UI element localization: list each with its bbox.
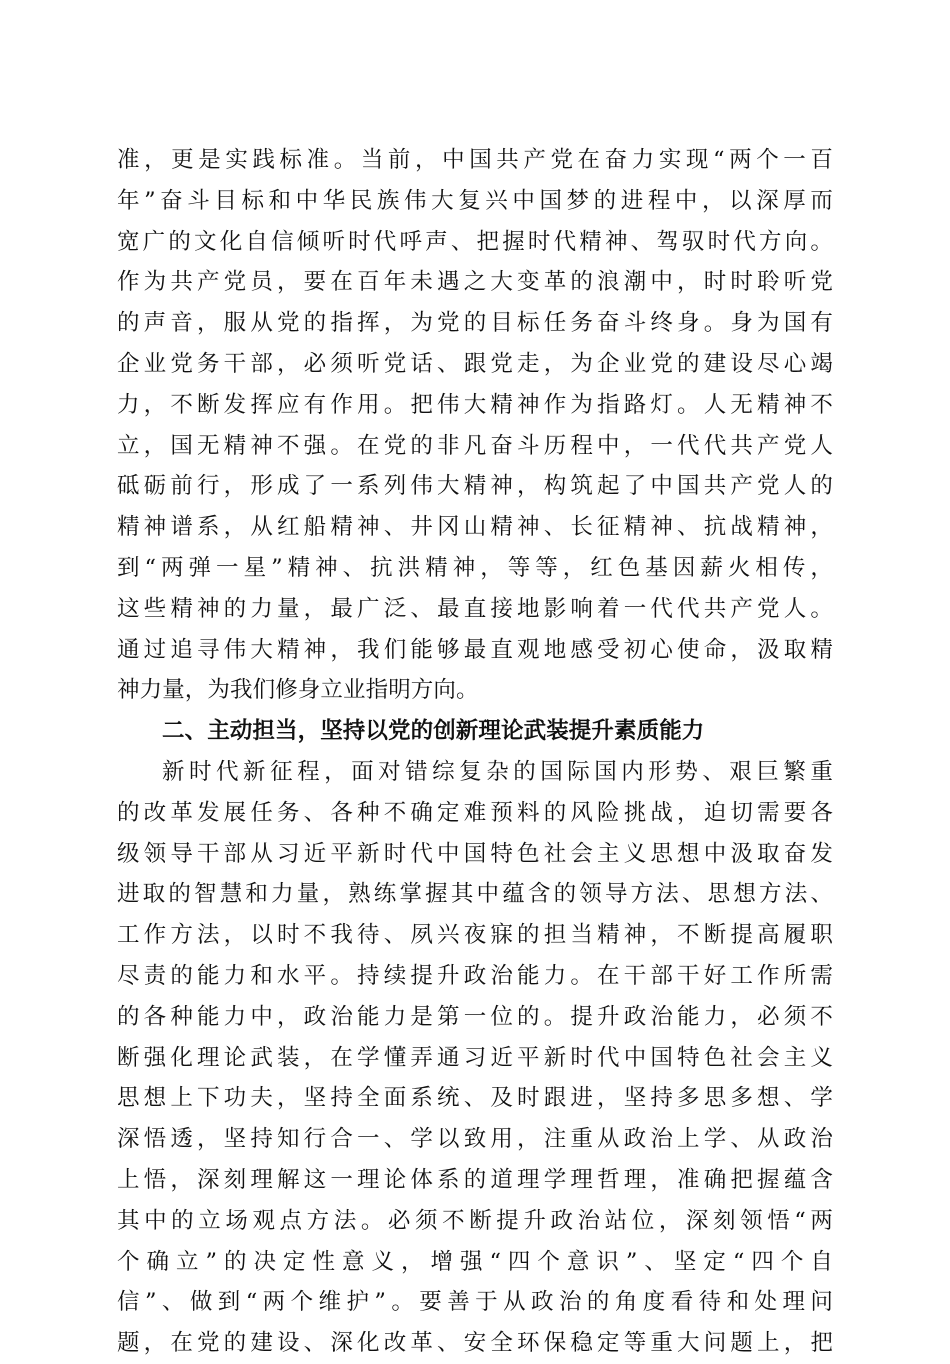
document-body — [117, 140, 833, 1364]
text-line: 力，不断发挥应有作用。把伟大精神作为指路灯。人无精神不 — [117, 391, 833, 418]
text-line: 尽责的能力和水平。持续提升政治能力。在干部干好工作所需 — [117, 962, 833, 989]
text-line: 深悟透，坚持知行合一、学以致用，注重从政治上学、从政治 — [117, 1126, 833, 1153]
text-line: 思想上下功夫，坚持全面系统、及时跟进，坚持多思多想、学 — [117, 1085, 833, 1112]
text-line: 年”奋斗目标和中华民族伟大复兴中国梦的进程中，以深厚而 — [117, 187, 833, 214]
paragraph-1 — [117, 140, 833, 711]
text-line: 信”、做到“两个维护”。要善于从政治的角度看待和处理问 — [117, 1289, 833, 1316]
text-line: 新时代新征程，面对错综复杂的国际国内形势、艰巨繁重 — [162, 758, 833, 785]
paragraph-2 — [117, 752, 833, 1364]
text-line: 个确立”的决定性意义，增强“四个意识”、坚定“四个自 — [117, 1248, 833, 1275]
text-line: 立，国无精神不强。在党的非凡奋斗历程中，一代代共产党人 — [117, 432, 833, 459]
text-line: 作为共产党员，要在百年未遇之大变革的浪潮中，时时聆听党 — [117, 269, 833, 296]
text-line: 神力量，为我们修身立业指明方向。 — [117, 677, 479, 704]
text-line: 通过追寻伟大精神，我们能够最直观地感受初心使命，汲取精 — [117, 636, 833, 663]
text-line: 精神谱系，从红船精神、井冈山精神、长征精神、抗战精神， — [117, 514, 833, 541]
text-line: 的声音，服从党的指挥，为党的目标任务奋斗终身。身为国有 — [117, 310, 833, 337]
text-line: 准，更是实践标准。当前，中国共产党在奋力实现“两个一百 — [117, 147, 833, 173]
text-line: 宽广的文化自信倾听时代呼声、把握时代精神、驾驭时代方向。 — [117, 228, 833, 255]
text-line: 这些精神的力量，最广泛、最直接地影响着一代代共产党人。 — [117, 595, 833, 622]
text-line: 企业党务干部，必须听党话、跟党走，为企业党的建设尽心竭 — [117, 350, 833, 377]
text-line: 的各种能力中，政治能力是第一位的。提升政治能力，必须不 — [117, 1003, 833, 1030]
text-line: 砥砺前行，形成了一系列伟大精神，构筑起了中国共产党人的 — [117, 473, 833, 500]
text-line: 其中的立场观点方法。必须不断提升政治站位，深刻领悟“两 — [117, 1207, 833, 1234]
text-line: 到“两弹一星”精神、抗洪精神，等等，红色基因薪火相传， — [117, 554, 833, 581]
text-line: 的改革发展任务、各种不确定难预料的风险挑战，迫切需要各 — [117, 799, 833, 826]
text-line: 级领导干部从习近平新时代中国特色社会主义思想中汲取奋发 — [117, 840, 833, 867]
text-line: 上悟，深刻理解这一理论体系的道理学理哲理，准确把握蕴含 — [117, 1166, 833, 1193]
text-line: 进取的智慧和力量，熟练掌握其中蕴含的领导方法、思想方法、 — [117, 881, 833, 908]
text-line: 断强化理论武装，在学懂弄通习近平新时代中国特色社会主义 — [117, 1044, 833, 1071]
section-heading: 二、主动担当，坚持以党的创新理论武装提升素质能力 — [162, 718, 705, 745]
text-line: 题，在党的建设、深化改革、安全环保稳定等重大问题上，把 — [117, 1330, 833, 1357]
text-line: 工作方法，以时不我待、夙兴夜寐的担当精神，不断提高履职 — [117, 922, 833, 949]
